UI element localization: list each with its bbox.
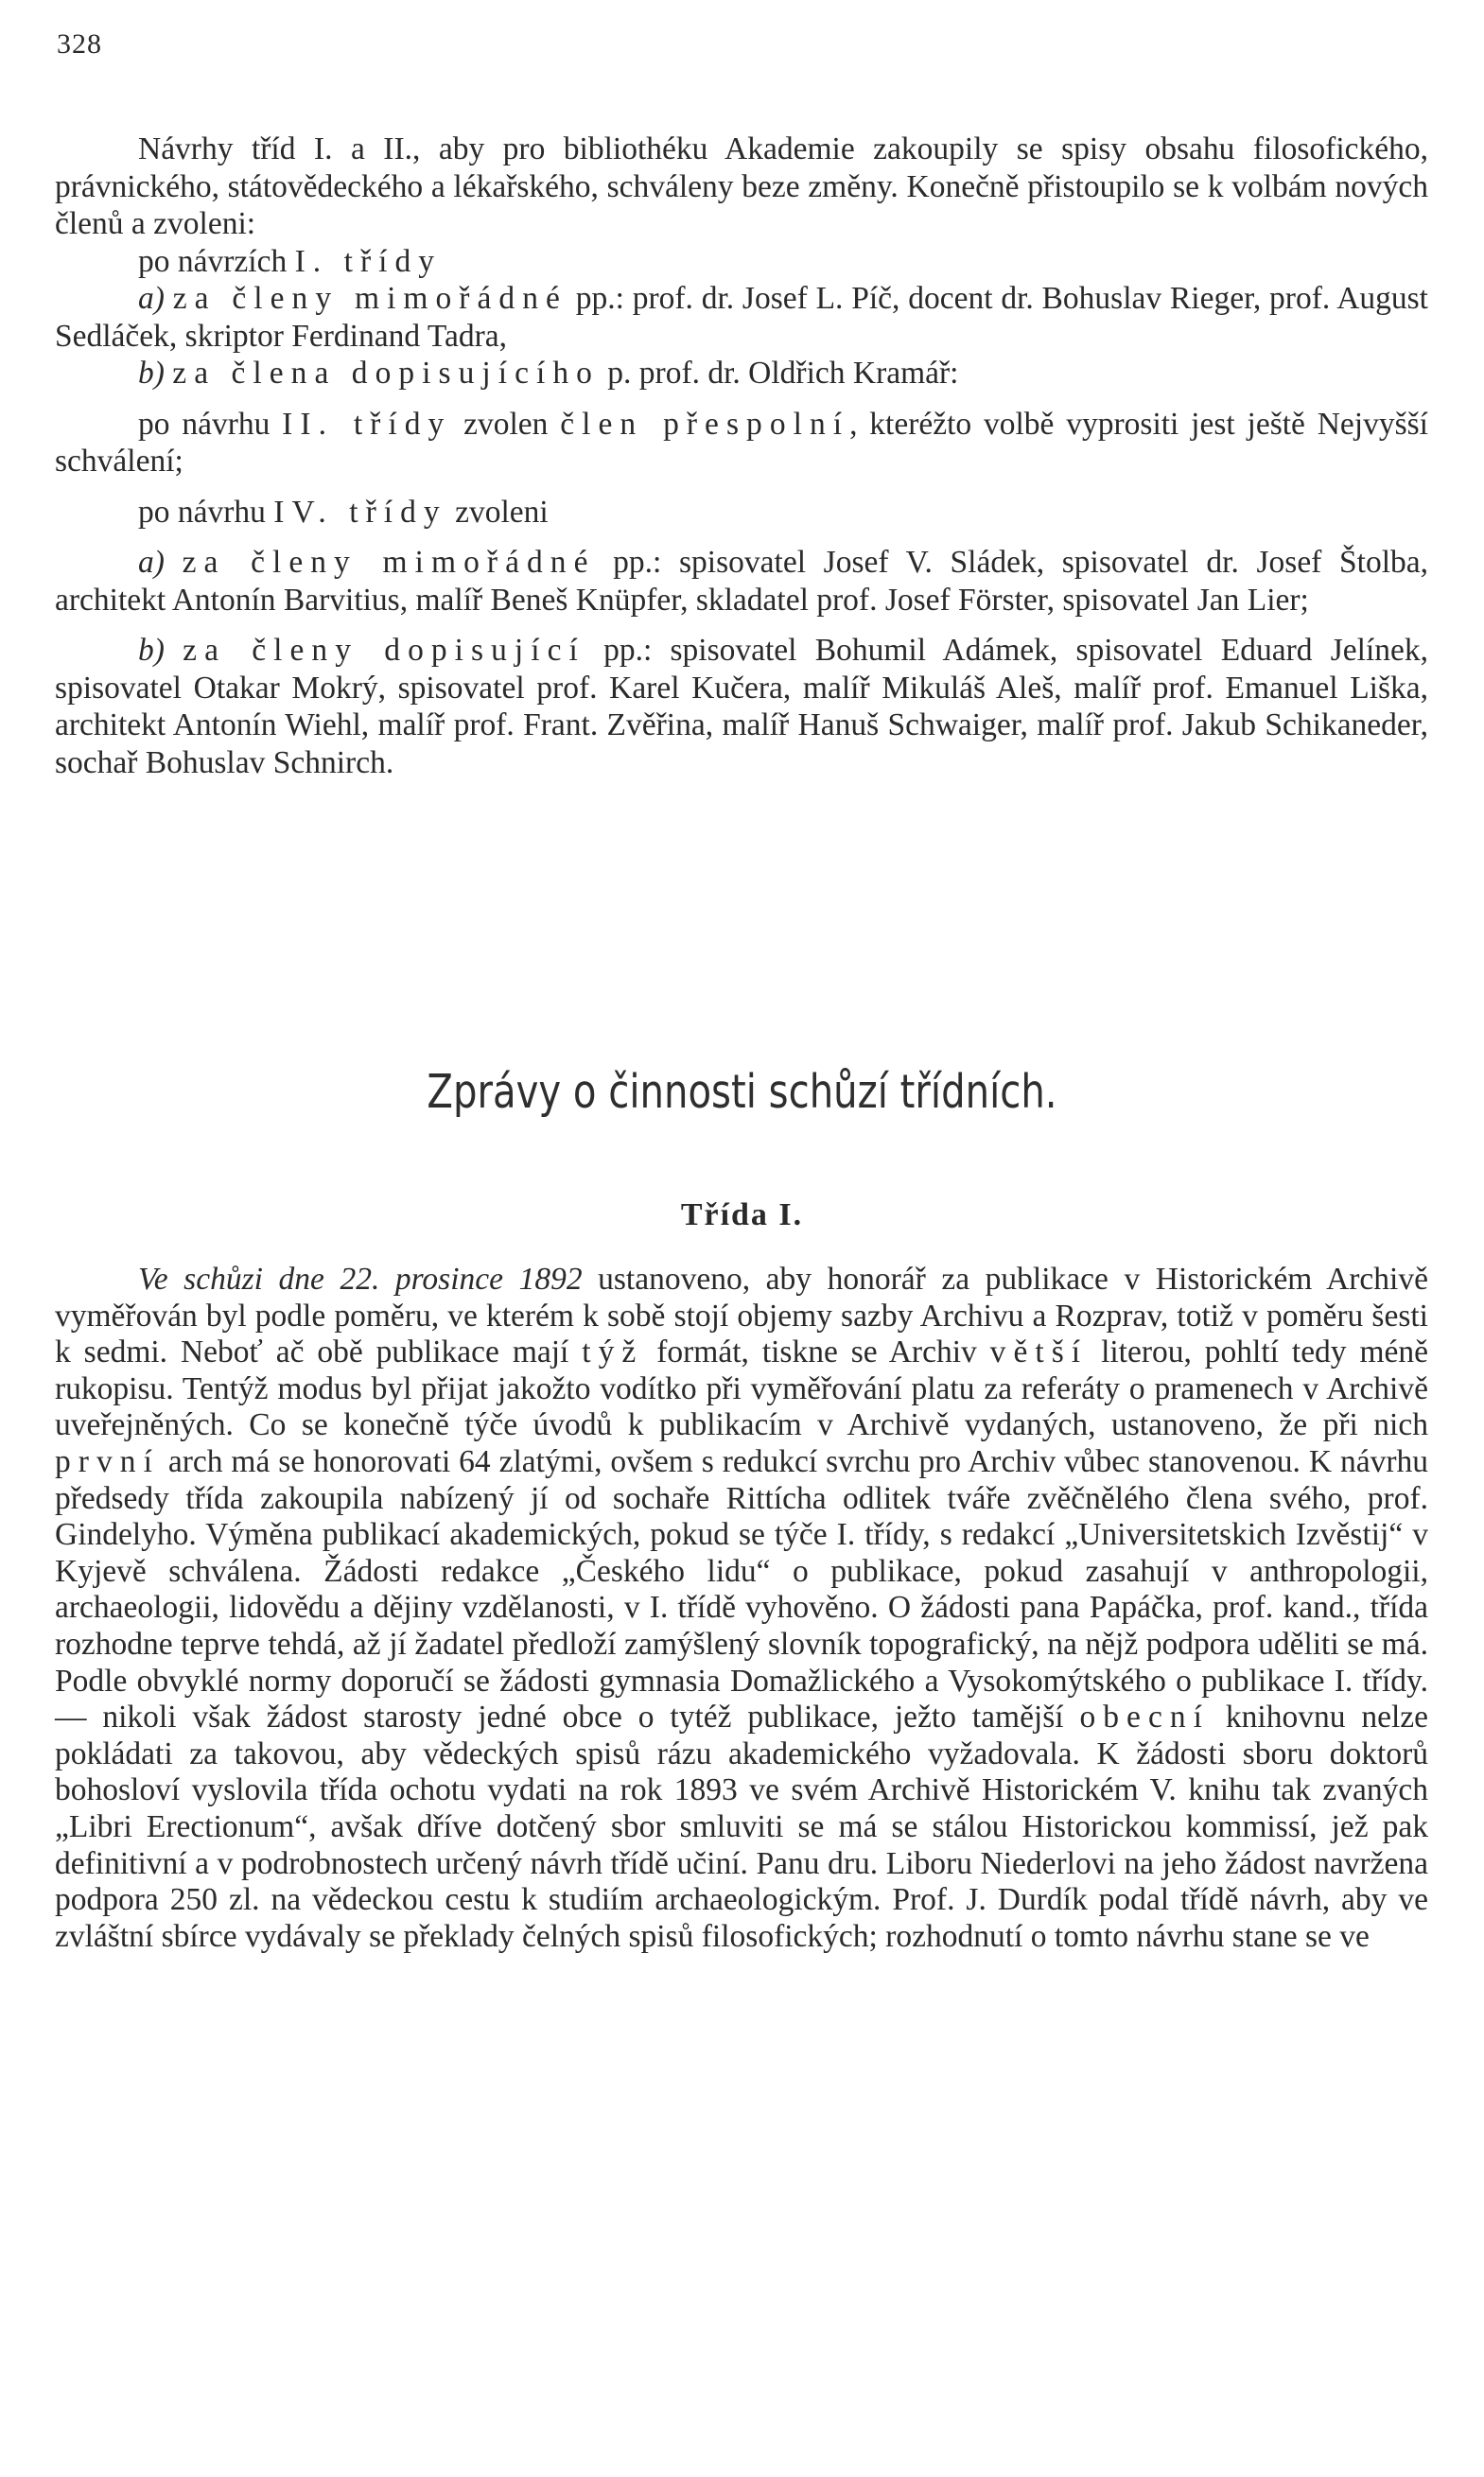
list-marker: b) (138, 633, 165, 668)
text-run: arch má se honorovati 64 zlatými, ovšem s redukcí svrchu pro Archiv vůbec stanovenou. K návrhu předsedy třída zakoupila nabízený jí od sochaře Rittícha odlitek tváře zvěčnělého člena svého, prof. Gindelyho. Výměna publikací akademických, pokud se týče I. třídy, s redakcí „Universitetskich Izvěstij“ v Kyjevě schválena. Žádosti redakce „Českého lidu“ o publikace, pokud zasahují v anthropologii, archaeologii, lidovědu a dějiny vzdělanosti, v I. třídě vyhověno. O žádosti pana Papáčka, prof. kand., třída rozhodne teprve tehdá, až jí žadatel předloží zamýšlený slovník topografický, na nějž podpora uděliti se má. Podle obvyklé normy doporučí se žádosti gymnasia Domažlického a Vysokomýtského o publikace I. třídy. — nikoli však žádost starosty jedné obce o tytéž publikace, ježto tamější (55, 1443, 1428, 1736)
text-run: knihovnu nelze pokládati za takovou, aby vědeckých spisů rázu akademického vyžadovala. K žádosti sboru doktorů bohosloví vyslovila třída ochotu vydati na rok 1893 ve svém Archivě Historickém V. knihu tak zvaných „Libri Erectionum“, avšak dříve dotčený sbor smluviti se má se stálou Historickou kommissí, jež pak definitivní a v podrobnostech určený návrh třídě učiní. Panu dru. Liboru Niederlovi na jeho žádost navržena podpora 250 zl. na vědeckou cestu k studiím archaeologickým. Prof. J. Durdík podal třídě návrh, aby ve zvláštní sbírce vydávaly se překlady čelných spisů filosofických; rozhodnutí o tomto návrhu stane se ve (55, 1700, 1428, 1954)
text-run: , kteréžto volbě vyprositi jest ještě Nejvyšší schválení; (55, 406, 1428, 479)
spaced-emphasis: IV. třídy (273, 494, 447, 530)
text-run: zvolen (451, 406, 561, 442)
spaced-emphasis: za člena dopisujícího (172, 356, 600, 391)
text-run (165, 281, 173, 316)
spaced-emphasis: I. třídy (294, 243, 443, 279)
spaced-emphasis: týž (582, 1334, 644, 1370)
class-one-report-block (55, 1262, 1428, 1955)
text-run (165, 545, 183, 580)
spaced-emphasis: II. třídy (282, 406, 452, 442)
subsection-heading: Třída I. (680, 1197, 804, 1232)
text-run: literou, pohltí tedy méně rukopisu. Tentýž modus byl přijat jakožto vodítko při vyměřování platu za referáty o pramenech v Archivě uveřejněných. Co se konečně týče úvodů k publikacím v Archivě vydaných, ustanoveno, že při nich (55, 1334, 1429, 1443)
paragraph-class-four-extraordinary (55, 544, 1428, 619)
text-run: formát, tiskne se Archiv (643, 1334, 990, 1370)
text-run (165, 633, 183, 668)
paragraph-extraordinary-members (55, 280, 1428, 355)
list-marker: a) (138, 545, 165, 580)
text-run: po návrhu (138, 494, 274, 530)
paragraph-proposals: Návrhy tříd I. a II., aby pro bibliothéku Akademie zakoupily se spisy obsahu filosofického, právnického, státovědeckého a lékařského, schváleny beze změny. Konečně přistoupilo se k volbám nových členů a zvoleni: (55, 131, 1428, 241)
text-run: p. prof. dr. Oldřich Kramář: (599, 356, 959, 391)
list-marker: a) (138, 281, 165, 316)
paragraph-class-two-proposal (55, 406, 1428, 480)
spaced-emphasis: za členy dopisující (183, 633, 585, 668)
section-heading: Zprávy o činnosti schůzí třídních. (427, 1065, 1057, 1119)
list-marker: b) (138, 356, 165, 391)
paragraph-class-four-proposal (55, 494, 1428, 532)
text-run: pp.: prof. dr. Josef L. Píč, docent dr. Bohuslav Rieger, prof. August Sedláček, skriptor Ferdinand Tadra, (55, 281, 1428, 354)
text-run: po návrhu (138, 406, 283, 442)
text-run: zvoleni (446, 494, 549, 530)
page-number: 328 (57, 28, 102, 60)
spaced-emphasis: větší (989, 1334, 1089, 1370)
paragraph-class-four-corresponding (55, 632, 1428, 781)
spaced-emphasis: člen přespolní (560, 406, 850, 442)
spaced-emphasis: obecní (1079, 1700, 1211, 1736)
spaced-emphasis: za členy mimořádné (172, 281, 567, 316)
paragraph-class-one-proposals (55, 243, 1428, 281)
text-run: pp.: spisovatel Bohumil Adámek, spisovatel Eduard Jelínek, spisovatel Otakar Mokrý, spisovatel prof. Karel Kučera, malíř Mikuláš Aleš, malíř prof. Emanuel Liška, architekt Antonín Wiehl, malíř prof. Frant. Zvěřina, malíř Hanuš Schwaiger, malíř prof. Jakub Schikaneder, sochař Bohuslav Schnirch. (55, 633, 1428, 780)
paragraph-corresponding-member (55, 355, 1428, 392)
paragraph-class-one-meeting (55, 1262, 1428, 1955)
text-run: pp.: spisovatel Josef V. Sládek, spisovatel dr. Josef Štolba, architekt Antonín Barvitius, malíř Beneš Knüpfer, skladatel prof. Josef Förster, spisovatel Jan Lier; (55, 545, 1428, 618)
election-report-block (55, 131, 1428, 781)
text-run: po návrzích (138, 243, 295, 279)
spaced-emphasis: první (55, 1443, 160, 1479)
text-run: ustanoveno, aby honorář za publikace v Historickém Archivě vyměřován byl podle poměru, ve kterém k sobě stojí objemy sazby Archivu a Rozprav, totiž v poměru šesti k sedmi. Neboť ač obě publikace mají (55, 1262, 1428, 1370)
spaced-emphasis: za členy mimořádné (182, 545, 596, 580)
meeting-date-lead: Ve schůzi dne 22. prosince 1892 (138, 1262, 583, 1297)
